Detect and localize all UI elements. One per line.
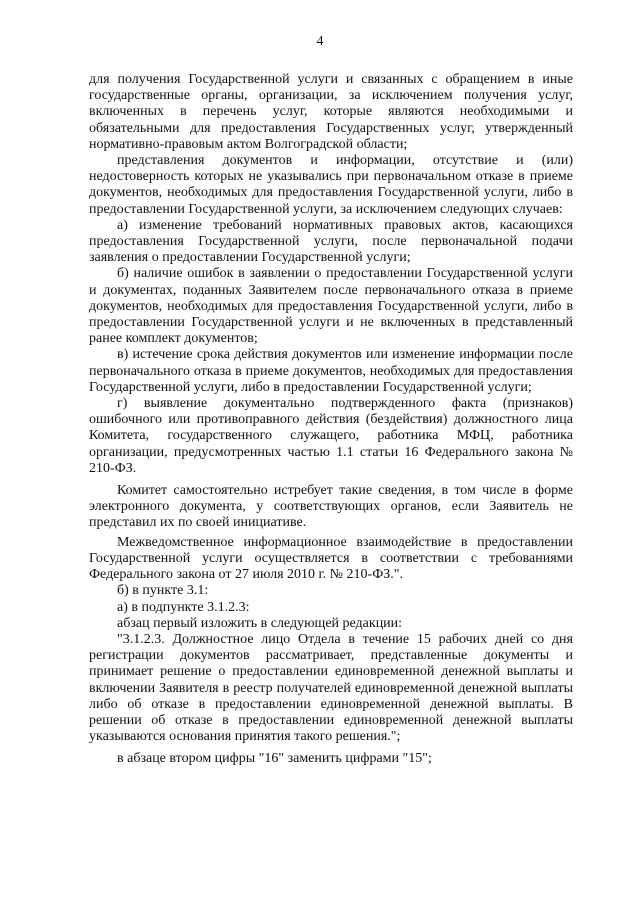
paragraph: а) изменение требований нормативных правовых актов, касающихся предоставления Государственной услуги, после первоначальной подачи заявления о предоставлении Государственной услуги;	[89, 217, 573, 266]
paragraph: в абзаце втором цифры "16" заменить цифрами "15";	[117, 751, 432, 767]
paragraph: абзац первый изложить в следующей редакции:	[117, 615, 403, 631]
paragraph: представления документов и информации, отсутствие и (или) недостоверность которых не указывались при первоначальном отказе в приеме документов, необходимых для предоставления Государственной услуги, либо в предоставлении Государственной услуги, за исключением следующих случаев:	[89, 153, 573, 217]
paragraph: "3.1.2.3. Должностное лицо Отдела в течение 15 рабочих дней со дня регистрации документов рассматривает, представленные документы и принимает решение о предоставлении единовременной денежной выплаты и включении Заявителя в реестр получателей единовременной денежной выплаты либо об отказе в предоставлении единовременной денежной выплаты. В решении об отказе в предоставлении единовременной денежной выплаты указываются основания принятия такого решения.";	[89, 631, 573, 745]
paragraph: Комитет самостоятельно истребует такие сведения, в том числе в форме электронного документа, у соответствующих органов, если Заявитель не представил их по своей инициативе.	[89, 483, 573, 531]
paragraph: в) истечение срока действия документов или изменение информации после первоначального отказа в приеме документов, необходимых для предоставления Государственной услуги, либо в предоставлении Государственной услуги;	[89, 347, 573, 395]
paragraph: для получения Государственной услуги и связанных с обращением в иные государственные органы, организации, за исключением получения услуг, включенных в перечень услуг, которые являются необходимыми и обязательными для предоставления Государственных услуг, утвержденный нормативно-правовым актом Волгоградской области;	[89, 72, 573, 152]
paragraph: Межведомственное информационное взаимодействие в предоставлении Государственной услуги осуществляется в соответствии с требованиями Федерального закона от 27 июля 2010 г. № 210-ФЗ.".	[89, 534, 573, 583]
paragraph: б) наличие ошибок в заявлении о предоставлении Государственной услуги и документах, поданных Заявителем после первоначального отказа в приеме документов, необходимых для предоставления Государственной услуги, либо в предоставлении Государственной услуги и не включенных в представленный ранее комплект документов;	[89, 266, 573, 347]
paragraph: а) в подпункте 3.1.2.3:	[117, 599, 250, 615]
paragraph: б) в пункте 3.1:	[117, 583, 209, 599]
page-number: 4	[316, 34, 324, 49]
document-body	[89, 72, 573, 768]
paragraph: г) выявление документально подтвержденного факта (признаков) ошибочного или противоправного действия (бездействия) должностного лица Комитета, государственного служащего, работника МФЦ, работника организации, предусмотренных частью 1.1 статьи 16 Федерального закона № 210-ФЗ.	[89, 396, 573, 476]
